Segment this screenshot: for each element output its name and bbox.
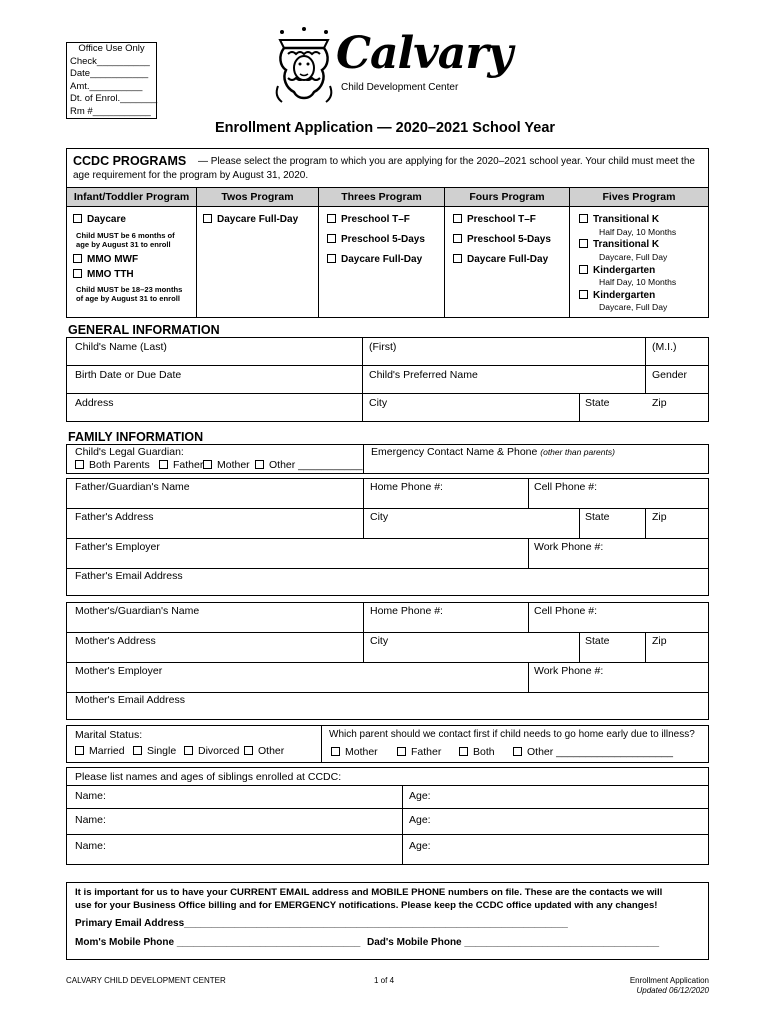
father-home-phone-field[interactable]: Home Phone #: bbox=[370, 481, 443, 493]
guardian-father[interactable] bbox=[159, 459, 203, 471]
checkbox-icon[interactable] bbox=[244, 746, 253, 755]
option-twos-daycare[interactable] bbox=[203, 214, 298, 225]
checkbox-icon[interactable] bbox=[159, 460, 168, 469]
checkbox-icon[interactable] bbox=[579, 265, 588, 274]
guardian-both-parents[interactable] bbox=[75, 459, 150, 471]
mother-state-field[interactable]: State bbox=[585, 635, 610, 647]
programs-section bbox=[66, 148, 709, 318]
sibling-2-name-field[interactable]: Name: bbox=[75, 814, 106, 826]
office-use-title: Office Use Only bbox=[78, 43, 145, 54]
option-label: Kindergarten bbox=[593, 290, 656, 301]
checkbox-icon[interactable] bbox=[453, 234, 462, 243]
option-label: Father bbox=[411, 746, 442, 758]
checkbox-icon[interactable] bbox=[453, 254, 462, 263]
checkbox-icon[interactable] bbox=[579, 214, 588, 223]
lamb-logo-icon bbox=[272, 26, 336, 106]
option-fours-daycare[interactable] bbox=[453, 254, 548, 265]
checkbox-icon[interactable] bbox=[453, 214, 462, 223]
marital-status-label: Marital Status: bbox=[75, 729, 143, 741]
sibling-3-age-field[interactable]: Age: bbox=[409, 840, 431, 852]
transitional-k-half-sub: Half Day, 10 Months bbox=[599, 227, 677, 237]
option-label: Mother bbox=[217, 459, 250, 471]
infant-age-note-1: Child MUST be 6 months of bbox=[76, 231, 175, 240]
checkbox-icon[interactable] bbox=[255, 460, 264, 469]
marital-married[interactable] bbox=[75, 745, 125, 757]
sibling-1-age-field[interactable]: Age: bbox=[409, 790, 431, 802]
programs-heading: CCDC PROGRAMS bbox=[73, 154, 187, 168]
option-label: Preschool 5-Days bbox=[341, 234, 425, 245]
option-transitional-k-half[interactable] bbox=[579, 214, 659, 225]
mother-email-field[interactable]: Mother's Email Address bbox=[75, 694, 185, 706]
father-email-field[interactable]: Father's Email Address bbox=[75, 570, 183, 582]
option-kindergarten-half[interactable] bbox=[579, 265, 655, 276]
option-label: Preschool T–F bbox=[467, 214, 536, 225]
option-kindergarten-full[interactable] bbox=[579, 290, 655, 301]
office-enrol-date-line: Dt. of Enrol._______ bbox=[70, 93, 158, 104]
infant-age-note-2: age by August 31 to enroll bbox=[76, 240, 171, 249]
option-label: Mother bbox=[345, 746, 378, 758]
father-table bbox=[66, 478, 709, 596]
dad-mobile-phone-field[interactable]: Dad's Mobile Phone ___________________________________ bbox=[367, 937, 660, 948]
option-mmo-tth[interactable] bbox=[73, 269, 134, 280]
checkbox-icon[interactable] bbox=[75, 460, 84, 469]
option-label: Single bbox=[147, 745, 177, 757]
footer-org-name: CALVARY CHILD DEVELOPMENT CENTER bbox=[66, 976, 226, 985]
logo-wordmark: Calvary bbox=[336, 28, 513, 79]
father-zip-field[interactable]: Zip bbox=[652, 511, 667, 523]
checkbox-icon[interactable] bbox=[73, 214, 82, 223]
office-use-box bbox=[66, 42, 157, 119]
option-threes-preschool-5day[interactable] bbox=[327, 234, 425, 245]
state-field[interactable]: State bbox=[585, 397, 610, 409]
office-room-line: Rm #___________ bbox=[70, 105, 151, 117]
page-title: Enrollment Application — 2020–2021 School Year bbox=[214, 120, 556, 136]
checkbox-icon[interactable] bbox=[397, 747, 406, 756]
checkbox-icon[interactable] bbox=[579, 290, 588, 299]
mother-city-field[interactable]: City bbox=[370, 635, 389, 647]
checkbox-icon[interactable] bbox=[203, 214, 212, 223]
option-label: Divorced bbox=[198, 745, 240, 757]
guardian-mother[interactable] bbox=[203, 459, 250, 471]
notice-line-1: It is important for us to have your CURRENT EMAIL address and MOBILE PHONE numbers on file. These are the contacts we will bbox=[75, 887, 663, 898]
city-field[interactable]: City bbox=[369, 397, 388, 409]
column-twos: Twos Program bbox=[197, 188, 318, 206]
family-info-heading: FAMILY INFORMATION bbox=[68, 430, 204, 444]
footer-doc-name: Enrollment Application bbox=[629, 976, 709, 985]
mother-employer-field[interactable]: Mother's Employer bbox=[75, 665, 163, 677]
contact-first-mother[interactable] bbox=[331, 746, 378, 758]
option-label: MMO MWF bbox=[87, 254, 139, 265]
option-label: Preschool T–F bbox=[341, 214, 410, 225]
mother-work-phone-field[interactable]: Work Phone #: bbox=[534, 665, 604, 677]
emergency-contact-note: (other than parents) bbox=[540, 447, 615, 457]
footer-page-number: 1 of 4 bbox=[374, 976, 395, 985]
general-info-heading: GENERAL INFORMATION bbox=[68, 323, 220, 337]
sibling-1-name-field[interactable]: Name: bbox=[75, 790, 106, 802]
option-mmo-mwf[interactable] bbox=[73, 254, 138, 265]
option-label: Married bbox=[89, 745, 125, 757]
mother-home-phone-field[interactable]: Home Phone #: bbox=[370, 605, 443, 617]
option-threes-daycare[interactable] bbox=[327, 254, 422, 265]
checkbox-icon[interactable] bbox=[184, 746, 193, 755]
checkbox-icon[interactable] bbox=[133, 746, 142, 755]
mother-address-field[interactable]: Mother's Address bbox=[75, 635, 156, 647]
option-label: Kindergarten bbox=[593, 265, 656, 276]
option-label: Father bbox=[173, 459, 204, 471]
notice-line-2: use for your Business Office billing and for EMERGENCY notifications. Please keep the CCDC office updated with any changes! bbox=[75, 900, 658, 911]
mmo-age-note-2: of age by August 31 to enroll bbox=[76, 294, 180, 303]
checkbox-icon[interactable] bbox=[75, 746, 84, 755]
emergency-contact-label: Emergency Contact Name & Phone bbox=[371, 446, 538, 458]
option-label: MMO TTH bbox=[87, 269, 134, 280]
column-infant-toddler: Infant/Toddler Program bbox=[67, 188, 196, 206]
mmo-age-note-1: Child MUST be 18–23 months bbox=[76, 285, 183, 294]
contact-first-question: Which parent should we contact first if child needs to go home early due to illness? bbox=[329, 729, 695, 740]
checkbox-icon[interactable] bbox=[327, 254, 336, 263]
column-fours: Fours Program bbox=[445, 188, 569, 206]
mother-name-field[interactable]: Mother's/Guardian's Name bbox=[75, 605, 200, 617]
column-threes: Threes Program bbox=[319, 188, 444, 206]
footer-updated-date: Updated 06/12/2020 bbox=[636, 986, 709, 995]
office-amount-line: Amt.__________ bbox=[70, 80, 143, 92]
siblings-table bbox=[66, 767, 709, 865]
marital-table bbox=[66, 725, 709, 763]
programs-intro-line-2: age requirement for the program by August 31, 2020. bbox=[73, 170, 309, 181]
birth-date-field[interactable]: Birth Date or Due Date bbox=[75, 369, 182, 381]
mother-table bbox=[66, 602, 709, 720]
checkbox-icon[interactable] bbox=[73, 254, 82, 263]
siblings-label: Please list names and ages of siblings enrolled at CCDC: bbox=[75, 771, 342, 783]
kindergarten-half-sub: Half Day, 10 Months bbox=[599, 277, 677, 287]
checkbox-icon[interactable] bbox=[203, 460, 212, 469]
mom-mobile-phone-field[interactable]: Mom's Mobile Phone _________________________________ bbox=[75, 937, 361, 948]
father-cell-phone-field[interactable]: Cell Phone #: bbox=[534, 481, 598, 493]
marital-divorced[interactable] bbox=[184, 745, 239, 757]
gender-field[interactable]: Gender bbox=[652, 369, 688, 381]
option-label: Both bbox=[473, 746, 495, 758]
checkbox-icon[interactable] bbox=[331, 747, 340, 756]
father-state-field[interactable]: State bbox=[585, 511, 610, 523]
option-fours-preschool-5day[interactable] bbox=[453, 234, 551, 245]
sibling-2-age-field[interactable]: Age: bbox=[409, 814, 431, 826]
option-transitional-k-full[interactable] bbox=[579, 239, 659, 250]
option-fours-preschool-tf[interactable] bbox=[453, 214, 536, 225]
kindergarten-full-sub: Daycare, Full Day bbox=[599, 302, 668, 312]
contact-first-other[interactable] bbox=[513, 746, 673, 758]
legal-guardian-label: Child's Legal Guardian: bbox=[75, 446, 184, 458]
option-label: Daycare Full-Day bbox=[467, 254, 549, 265]
option-label: Daycare Full-Day bbox=[217, 214, 299, 225]
father-address-field[interactable]: Father's Address bbox=[75, 511, 154, 523]
child-first-name-field[interactable]: (First) bbox=[369, 341, 397, 353]
preferred-name-field[interactable]: Child's Preferred Name bbox=[369, 369, 478, 381]
option-label: Both Parents bbox=[89, 459, 150, 471]
contact-notice-box bbox=[66, 882, 709, 960]
checkbox-icon[interactable] bbox=[579, 239, 588, 248]
transitional-k-full-sub: Daycare, Full Day bbox=[599, 252, 668, 262]
option-label: Other bbox=[258, 745, 285, 757]
option-label: Transitional K bbox=[593, 214, 660, 225]
office-date-line: Date___________ bbox=[70, 68, 149, 79]
mother-cell-phone-field[interactable]: Cell Phone #: bbox=[534, 605, 598, 617]
primary-email-field[interactable]: Primary Email Address_____________________________________________________________________ bbox=[75, 918, 568, 929]
column-fives: Fives Program bbox=[570, 188, 708, 206]
father-work-phone-field[interactable]: Work Phone #: bbox=[534, 541, 604, 553]
contact-first-both[interactable] bbox=[459, 746, 495, 758]
logo-subtitle: Child Development Center bbox=[341, 82, 459, 93]
option-label: Transitional K bbox=[593, 239, 660, 250]
programs-intro-line-1: — Please select the program to which you are applying for the 2020–2021 school year. Your child must meet the bbox=[198, 156, 695, 167]
marital-other[interactable] bbox=[244, 745, 284, 757]
contact-first-father[interactable] bbox=[397, 746, 441, 758]
child-mi-field[interactable]: (M.I.) bbox=[652, 341, 677, 353]
checkbox-icon[interactable] bbox=[327, 234, 336, 243]
father-city-field[interactable]: City bbox=[370, 511, 389, 523]
checkbox-icon[interactable] bbox=[327, 214, 336, 223]
checkbox-icon[interactable] bbox=[73, 269, 82, 278]
guardian-other[interactable] bbox=[255, 459, 362, 471]
zip-field[interactable]: Zip bbox=[652, 397, 667, 409]
child-last-name-field[interactable]: Child's Name (Last) bbox=[75, 341, 167, 353]
checkbox-icon[interactable] bbox=[513, 747, 522, 756]
guardian-table bbox=[66, 444, 709, 474]
office-check-line: Check__________ bbox=[70, 55, 150, 67]
option-label: Other ___________ bbox=[269, 459, 363, 471]
option-label: Preschool 5-Days bbox=[467, 234, 551, 245]
father-employer-field[interactable]: Father's Employer bbox=[75, 541, 160, 553]
emergency-contact-field[interactable] bbox=[371, 446, 615, 458]
option-label: Other ____________________ bbox=[527, 746, 673, 758]
mother-zip-field[interactable]: Zip bbox=[652, 635, 667, 647]
option-label: Daycare bbox=[87, 214, 126, 225]
option-threes-preschool-tf[interactable] bbox=[327, 214, 410, 225]
option-label: Daycare Full-Day bbox=[341, 254, 423, 265]
checkbox-icon[interactable] bbox=[459, 747, 468, 756]
general-info-table bbox=[66, 337, 709, 422]
father-name-field[interactable]: Father/Guardian's Name bbox=[75, 481, 190, 493]
marital-single[interactable] bbox=[133, 745, 176, 757]
sibling-3-name-field[interactable]: Name: bbox=[75, 840, 106, 852]
address-field[interactable]: Address bbox=[75, 397, 114, 409]
option-infant-daycare[interactable] bbox=[73, 214, 126, 225]
